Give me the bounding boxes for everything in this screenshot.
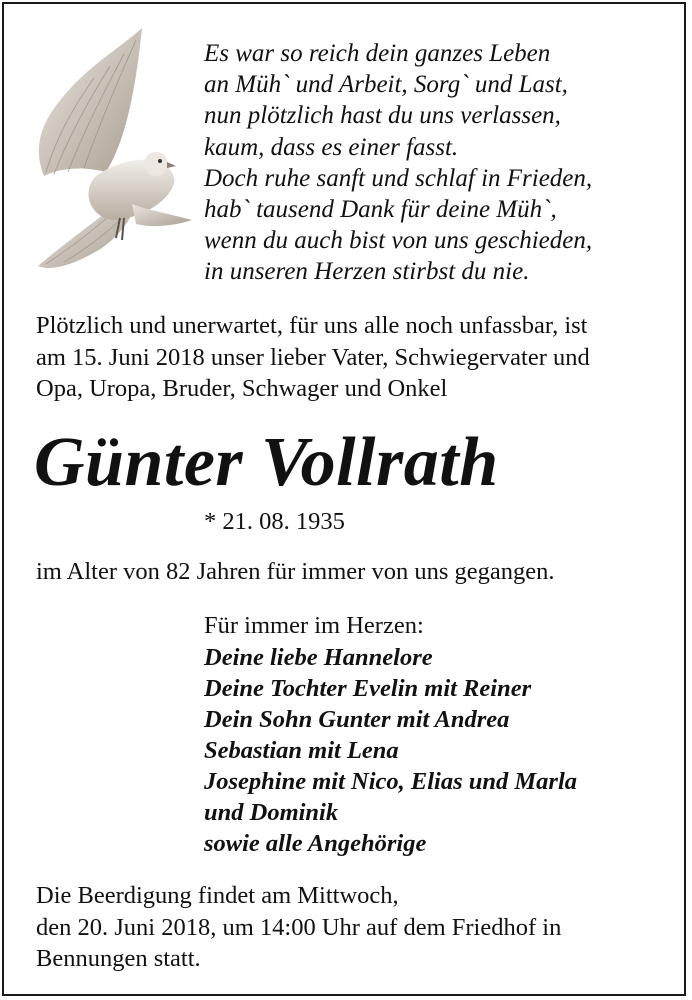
funeral-line: Die Beerdigung findet am Mittwoch, xyxy=(36,882,399,909)
obituary-notice xyxy=(2,2,686,996)
mourners-list xyxy=(204,642,577,859)
poem-line: Es war so reich dein ganzes Leben xyxy=(204,40,551,67)
poem-line: hab` tausend Dank für deine Müh`, xyxy=(204,196,557,224)
announcement-line: Opa, Uropa, Bruder, Schwager und Onkel xyxy=(36,375,448,402)
funeral-info xyxy=(36,880,561,975)
poem-line: nun plötzlich hast du uns verlassen, xyxy=(204,102,561,130)
announcement-line: Plötzlich und unerwartet, für uns alle noch unfassbar, ist xyxy=(36,312,588,339)
birth-date: * 21. 08. 1935 xyxy=(204,508,345,535)
funeral-line: den 20. Juni 2018, um 14:00 Uhr auf dem Friedhof in xyxy=(36,913,562,941)
mourner-name: sowie alle Angehörige xyxy=(204,830,427,857)
poem-line: kaum, dass es einer fasst. xyxy=(204,133,459,161)
poem-line: an Müh` und Arbeit, Sorg` und Last, xyxy=(204,71,568,99)
announcement-line: am 15. Juni 2018 unser lieber Vater, Schwiegervater und xyxy=(36,343,590,371)
mourners-heading: Für immer im Herzen: xyxy=(204,612,424,639)
poem-line: wenn du auch bist von uns geschieden, xyxy=(204,227,593,255)
funeral-line: Bennungen statt. xyxy=(36,945,201,972)
mourner-name: Deine Tochter Evelin mit Reiner xyxy=(204,675,532,702)
mourner-name: und Dominik xyxy=(204,799,339,826)
announcement-text xyxy=(36,310,590,405)
dove-icon xyxy=(24,26,196,294)
poem-line: in unseren Herzen stirbst du nie. xyxy=(204,258,530,286)
age-line: im Alter von 82 Jahren für immer von uns gegangen. xyxy=(36,558,555,585)
mourner-name: Sebastian mit Lena xyxy=(204,737,399,764)
mourner-name: Deine liebe Hannelore xyxy=(204,644,433,671)
memorial-poem xyxy=(204,38,592,288)
deceased-name: Günter Vollrath xyxy=(34,424,499,501)
mourner-name: Josephine mit Nico, Elias und Marla xyxy=(204,768,578,795)
poem-line: Doch ruhe sanft und schlaf in Frieden, xyxy=(204,164,593,192)
mourner-name: Dein Sohn Gunter mit Andrea xyxy=(204,706,510,733)
